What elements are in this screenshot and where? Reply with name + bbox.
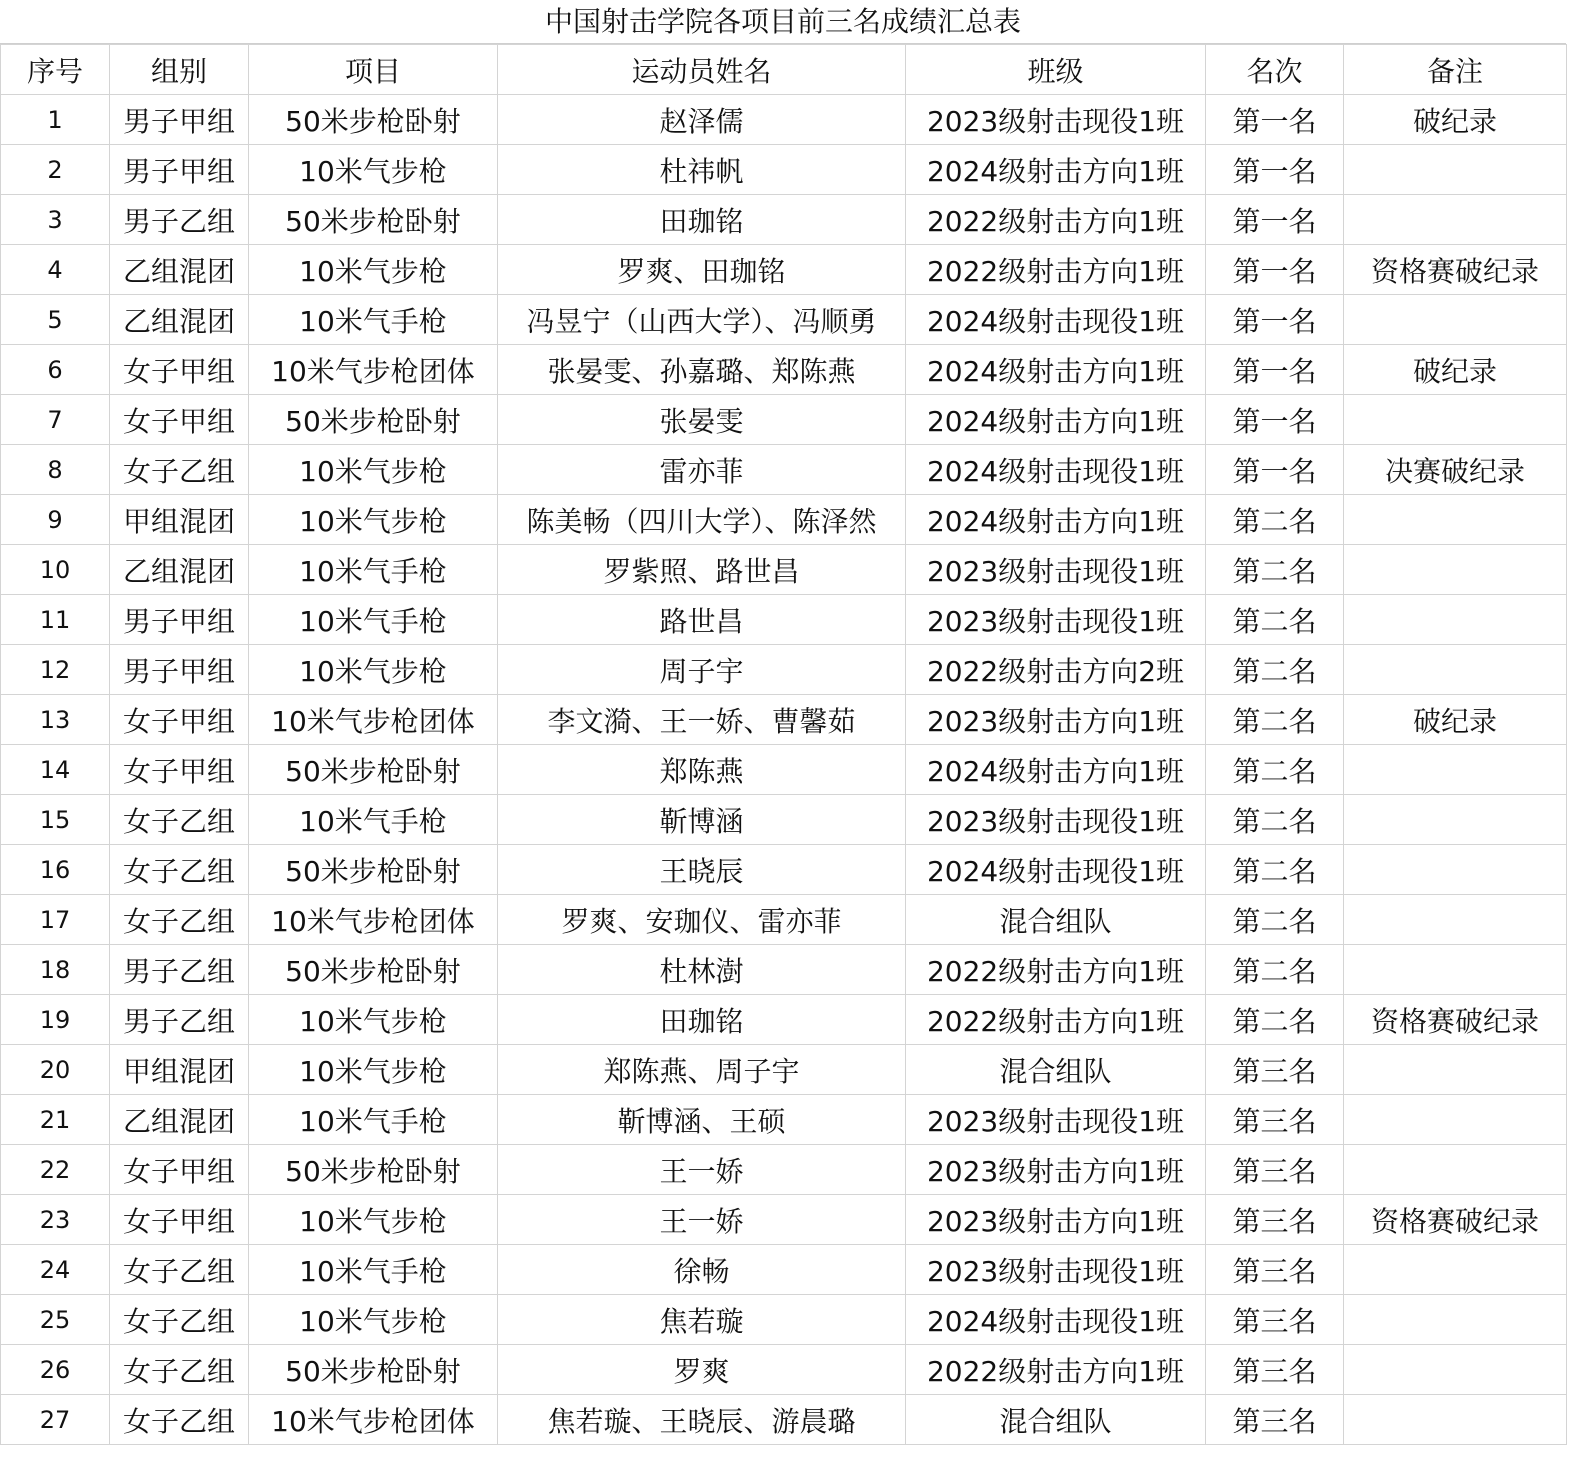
cell-group: 男子甲组 <box>110 595 249 645</box>
cell-rank: 第三名 <box>1206 1095 1344 1145</box>
table-row <box>1 1195 1567 1245</box>
cell-group: 女子甲组 <box>110 1195 249 1245</box>
cell-event: 10米气步枪 <box>249 995 498 1045</box>
cell-rank: 第二名 <box>1206 995 1344 1045</box>
cell-seq: 12 <box>1 645 110 695</box>
cell-seq: 19 <box>1 995 110 1045</box>
cell-athlete: 王一娇 <box>498 1195 906 1245</box>
header-note: 备注 <box>1344 45 1567 95</box>
cell-rank: 第二名 <box>1206 495 1344 545</box>
cell-group: 女子乙组 <box>110 445 249 495</box>
table-row <box>1 295 1567 345</box>
cell-athlete: 郑陈燕、周子宇 <box>498 1045 906 1095</box>
table-row <box>1 195 1567 245</box>
header-athlete: 运动员姓名 <box>498 45 906 95</box>
cell-rank: 第二名 <box>1206 795 1344 845</box>
table-row <box>1 1095 1567 1145</box>
cell-group: 女子乙组 <box>110 845 249 895</box>
cell-event: 10米气步枪 <box>249 1295 498 1345</box>
cell-group: 男子乙组 <box>110 995 249 1045</box>
cell-athlete: 焦若璇 <box>498 1295 906 1345</box>
cell-rank: 第二名 <box>1206 645 1344 695</box>
table-row <box>1 1145 1567 1195</box>
table-row <box>1 1395 1567 1445</box>
cell-class: 2023级射击现役1班 <box>906 595 1206 645</box>
cell-athlete: 周子宇 <box>498 645 906 695</box>
cell-athlete: 郑陈燕 <box>498 745 906 795</box>
cell-group: 男子乙组 <box>110 945 249 995</box>
table-row <box>1 645 1567 695</box>
cell-note: 资格赛破纪录 <box>1344 245 1567 295</box>
cell-seq: 5 <box>1 295 110 345</box>
cell-note <box>1344 895 1567 945</box>
cell-note: 决赛破纪录 <box>1344 445 1567 495</box>
cell-group: 女子乙组 <box>110 895 249 945</box>
cell-group: 男子甲组 <box>110 95 249 145</box>
table-row <box>1 495 1567 545</box>
cell-rank: 第一名 <box>1206 345 1344 395</box>
header-class: 班级 <box>906 45 1206 95</box>
cell-group: 女子甲组 <box>110 695 249 745</box>
cell-seq: 14 <box>1 745 110 795</box>
cell-athlete: 罗爽、安珈仪、雷亦菲 <box>498 895 906 945</box>
cell-group: 女子甲组 <box>110 1145 249 1195</box>
cell-rank: 第三名 <box>1206 1295 1344 1345</box>
cell-athlete: 路世昌 <box>498 595 906 645</box>
cell-rank: 第二名 <box>1206 895 1344 945</box>
table-row <box>1 895 1567 945</box>
cell-seq: 13 <box>1 695 110 745</box>
cell-note <box>1344 595 1567 645</box>
cell-event: 10米气步枪 <box>249 145 498 195</box>
cell-group: 甲组混团 <box>110 495 249 545</box>
cell-athlete: 雷亦菲 <box>498 445 906 495</box>
table-row <box>1 795 1567 845</box>
cell-class: 混合组队 <box>906 1395 1206 1445</box>
cell-seq: 6 <box>1 345 110 395</box>
cell-event: 50米步枪卧射 <box>249 945 498 995</box>
cell-rank: 第一名 <box>1206 95 1344 145</box>
table-row <box>1 1245 1567 1295</box>
table-row <box>1 245 1567 295</box>
cell-rank: 第二名 <box>1206 595 1344 645</box>
cell-rank: 第二名 <box>1206 945 1344 995</box>
cell-seq: 9 <box>1 495 110 545</box>
cell-class: 混合组队 <box>906 895 1206 945</box>
table-row <box>1 145 1567 195</box>
cell-class: 2024级射击现役1班 <box>906 295 1206 345</box>
table-row <box>1 595 1567 645</box>
cell-athlete: 杜祎帆 <box>498 145 906 195</box>
cell-note <box>1344 945 1567 995</box>
cell-event: 10米气步枪团体 <box>249 895 498 945</box>
cell-group: 女子乙组 <box>110 1245 249 1295</box>
cell-group: 女子甲组 <box>110 345 249 395</box>
cell-event: 50米步枪卧射 <box>249 395 498 445</box>
cell-event: 50米步枪卧射 <box>249 845 498 895</box>
cell-group: 甲组混团 <box>110 1045 249 1095</box>
cell-class: 2024级射击现役1班 <box>906 445 1206 495</box>
table-row <box>1 1045 1567 1095</box>
cell-athlete: 王晓辰 <box>498 845 906 895</box>
cell-rank: 第三名 <box>1206 1045 1344 1095</box>
cell-note <box>1344 1145 1567 1195</box>
cell-event: 10米气步枪团体 <box>249 695 498 745</box>
cell-rank: 第二名 <box>1206 695 1344 745</box>
cell-seq: 8 <box>1 445 110 495</box>
cell-rank: 第一名 <box>1206 195 1344 245</box>
cell-athlete: 徐畅 <box>498 1245 906 1295</box>
header-rank: 名次 <box>1206 45 1344 95</box>
cell-event: 10米气步枪 <box>249 1195 498 1245</box>
cell-group: 男子甲组 <box>110 145 249 195</box>
cell-class: 2024级射击现役1班 <box>906 845 1206 895</box>
cell-group: 男子乙组 <box>110 195 249 245</box>
cell-seq: 24 <box>1 1245 110 1295</box>
cell-class: 2022级射击方向1班 <box>906 945 1206 995</box>
cell-group: 男子甲组 <box>110 645 249 695</box>
cell-class: 2023级射击现役1班 <box>906 1095 1206 1145</box>
cell-class: 2022级射击方向1班 <box>906 195 1206 245</box>
cell-rank: 第一名 <box>1206 295 1344 345</box>
cell-athlete: 张晏雯 <box>498 395 906 445</box>
cell-rank: 第一名 <box>1206 245 1344 295</box>
cell-class: 2023级射击方向1班 <box>906 695 1206 745</box>
table-row <box>1 745 1567 795</box>
cell-event: 10米气步枪 <box>249 245 498 295</box>
cell-group: 乙组混团 <box>110 245 249 295</box>
cell-rank: 第三名 <box>1206 1195 1344 1245</box>
cell-athlete: 罗紫照、路世昌 <box>498 545 906 595</box>
cell-event: 50米步枪卧射 <box>249 1145 498 1195</box>
cell-class: 2024级射击方向1班 <box>906 395 1206 445</box>
cell-event: 10米气手枪 <box>249 1245 498 1295</box>
cell-athlete: 靳博涵、王硕 <box>498 1095 906 1145</box>
cell-class: 2022级射击方向2班 <box>906 645 1206 695</box>
table-row <box>1 845 1567 895</box>
table-row <box>1 995 1567 1045</box>
cell-seq: 23 <box>1 1195 110 1245</box>
cell-class: 2023级射击方向1班 <box>906 1145 1206 1195</box>
cell-seq: 27 <box>1 1395 110 1445</box>
results-table <box>0 44 1567 1445</box>
cell-class: 2023级射击现役1班 <box>906 95 1206 145</box>
cell-athlete: 罗爽 <box>498 1345 906 1395</box>
cell-group: 女子乙组 <box>110 1345 249 1395</box>
cell-athlete: 陈美畅（四川大学）、陈泽然 <box>498 495 906 545</box>
cell-athlete: 杜林澍 <box>498 945 906 995</box>
cell-class: 2023级射击现役1班 <box>906 1245 1206 1295</box>
cell-class: 2024级射击方向1班 <box>906 495 1206 545</box>
cell-note <box>1344 395 1567 445</box>
cell-seq: 2 <box>1 145 110 195</box>
table-row <box>1 1345 1567 1395</box>
cell-athlete: 焦若璇、王晓辰、游晨璐 <box>498 1395 906 1445</box>
cell-note <box>1344 145 1567 195</box>
cell-event: 10米气步枪 <box>249 1045 498 1095</box>
table-row <box>1 95 1567 145</box>
cell-rank: 第三名 <box>1206 1245 1344 1295</box>
table-row <box>1 395 1567 445</box>
cell-seq: 26 <box>1 1345 110 1395</box>
header-seq: 序号 <box>1 45 110 95</box>
cell-class: 2022级射击方向1班 <box>906 995 1206 1045</box>
cell-seq: 4 <box>1 245 110 295</box>
cell-event: 10米气步枪团体 <box>249 1395 498 1445</box>
cell-note <box>1344 1045 1567 1095</box>
header-row <box>1 45 1567 95</box>
cell-event: 10米气步枪 <box>249 645 498 695</box>
cell-event: 50米步枪卧射 <box>249 745 498 795</box>
cell-note: 破纪录 <box>1344 95 1567 145</box>
cell-group: 女子乙组 <box>110 1395 249 1445</box>
cell-event: 10米气手枪 <box>249 795 498 845</box>
cell-note <box>1344 1095 1567 1145</box>
cell-event: 10米气手枪 <box>249 295 498 345</box>
cell-class: 混合组队 <box>906 1045 1206 1095</box>
cell-group: 乙组混团 <box>110 545 249 595</box>
table-row <box>1 545 1567 595</box>
cell-rank: 第三名 <box>1206 1145 1344 1195</box>
header-event: 项目 <box>249 45 498 95</box>
cell-note <box>1344 745 1567 795</box>
cell-class: 2024级射击现役1班 <box>906 1295 1206 1345</box>
cell-event: 10米气手枪 <box>249 1095 498 1145</box>
cell-athlete: 王一娇 <box>498 1145 906 1195</box>
cell-event: 10米气步枪 <box>249 445 498 495</box>
cell-athlete: 靳博涵 <box>498 795 906 845</box>
cell-note: 破纪录 <box>1344 695 1567 745</box>
cell-event: 10米气手枪 <box>249 545 498 595</box>
cell-event: 10米气步枪团体 <box>249 345 498 395</box>
cell-athlete: 田珈铭 <box>498 195 906 245</box>
header-group: 组别 <box>110 45 249 95</box>
cell-note: 资格赛破纪录 <box>1344 995 1567 1045</box>
table-row <box>1 445 1567 495</box>
cell-seq: 11 <box>1 595 110 645</box>
cell-note: 资格赛破纪录 <box>1344 1195 1567 1245</box>
cell-rank: 第二名 <box>1206 845 1344 895</box>
cell-rank: 第一名 <box>1206 445 1344 495</box>
cell-note <box>1344 295 1567 345</box>
cell-event: 50米步枪卧射 <box>249 1345 498 1395</box>
cell-athlete: 罗爽、田珈铭 <box>498 245 906 295</box>
cell-seq: 20 <box>1 1045 110 1095</box>
table-title: 中国射击学院各项目前三名成绩汇总表 <box>0 0 1566 44</box>
cell-note <box>1344 195 1567 245</box>
cell-class: 2023级射击方向1班 <box>906 1195 1206 1245</box>
cell-class: 2024级射击方向1班 <box>906 345 1206 395</box>
cell-seq: 21 <box>1 1095 110 1145</box>
cell-rank: 第三名 <box>1206 1345 1344 1395</box>
cell-class: 2023级射击现役1班 <box>906 795 1206 845</box>
cell-event: 10米气步枪 <box>249 495 498 545</box>
cell-seq: 7 <box>1 395 110 445</box>
cell-athlete: 张晏雯、孙嘉璐、郑陈燕 <box>498 345 906 395</box>
cell-event: 10米气手枪 <box>249 595 498 645</box>
cell-group: 女子乙组 <box>110 1295 249 1345</box>
cell-note <box>1344 1295 1567 1345</box>
table-row <box>1 345 1567 395</box>
cell-event: 50米步枪卧射 <box>249 195 498 245</box>
cell-seq: 18 <box>1 945 110 995</box>
cell-note <box>1344 1345 1567 1395</box>
cell-class: 2022级射击方向1班 <box>906 1345 1206 1395</box>
cell-class: 2022级射击方向1班 <box>906 245 1206 295</box>
cell-note <box>1344 645 1567 695</box>
cell-note <box>1344 495 1567 545</box>
cell-rank: 第二名 <box>1206 545 1344 595</box>
cell-group: 乙组混团 <box>110 1095 249 1145</box>
cell-group: 女子乙组 <box>110 795 249 845</box>
cell-rank: 第一名 <box>1206 145 1344 195</box>
cell-athlete: 冯昱宁（山西大学）、冯顺勇 <box>498 295 906 345</box>
cell-seq: 22 <box>1 1145 110 1195</box>
cell-note <box>1344 1245 1567 1295</box>
cell-class: 2024级射击方向1班 <box>906 745 1206 795</box>
cell-group: 女子甲组 <box>110 745 249 795</box>
cell-class: 2024级射击方向1班 <box>906 145 1206 195</box>
cell-seq: 10 <box>1 545 110 595</box>
cell-seq: 1 <box>1 95 110 145</box>
cell-note <box>1344 845 1567 895</box>
cell-event: 50米步枪卧射 <box>249 95 498 145</box>
cell-athlete: 李文漪、王一娇、曹馨茹 <box>498 695 906 745</box>
cell-note: 破纪录 <box>1344 345 1567 395</box>
cell-seq: 16 <box>1 845 110 895</box>
cell-athlete: 田珈铭 <box>498 995 906 1045</box>
table-row <box>1 695 1567 745</box>
cell-athlete: 赵泽儒 <box>498 95 906 145</box>
cell-rank: 第三名 <box>1206 1395 1344 1445</box>
table-body <box>1 95 1567 1445</box>
cell-seq: 25 <box>1 1295 110 1345</box>
cell-note <box>1344 1395 1567 1445</box>
cell-note <box>1344 545 1567 595</box>
table-row <box>1 1295 1567 1345</box>
cell-note <box>1344 795 1567 845</box>
cell-group: 乙组混团 <box>110 295 249 345</box>
cell-group: 女子甲组 <box>110 395 249 445</box>
cell-seq: 15 <box>1 795 110 845</box>
cell-seq: 3 <box>1 195 110 245</box>
cell-seq: 17 <box>1 895 110 945</box>
table-row <box>1 945 1567 995</box>
cell-rank: 第二名 <box>1206 745 1344 795</box>
cell-class: 2023级射击现役1班 <box>906 545 1206 595</box>
cell-rank: 第一名 <box>1206 395 1344 445</box>
